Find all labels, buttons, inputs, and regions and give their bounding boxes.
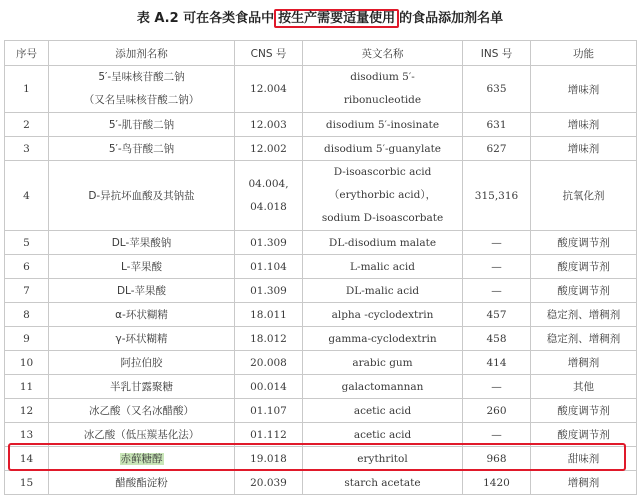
- cell-cns-line: 01.112: [250, 428, 287, 441]
- cell-name-line: 醋酸酯淀粉: [115, 477, 168, 489]
- cell-name-line: 5′-肌苷酸二钠: [108, 119, 175, 131]
- cell-ins: 631: [463, 113, 531, 137]
- cell-cns-line: 04.018: [250, 200, 287, 213]
- cell-cns-line: 20.008: [250, 356, 287, 369]
- cell-name: [49, 375, 235, 399]
- cell-english: [303, 161, 463, 231]
- cell-no: 12: [5, 399, 49, 423]
- cell-english: [303, 447, 463, 471]
- cell-name-line: α-环状糊精: [115, 309, 168, 321]
- table-row: [5, 471, 637, 495]
- header-english: 英文名称: [303, 41, 463, 66]
- cell-name: [49, 447, 235, 471]
- cell-no: 9: [5, 327, 49, 351]
- cell-ins: 635: [463, 66, 531, 113]
- cell-name: [49, 351, 235, 375]
- cell-ins: 315,316: [463, 161, 531, 231]
- cell-function: 其他: [531, 375, 637, 399]
- cell-english-line: D-isoascorbic acid: [333, 166, 432, 178]
- cell-english-line: acetic acid: [353, 404, 412, 417]
- cell-function: 稳定剂、增稠剂: [531, 327, 637, 351]
- cell-name: [49, 231, 235, 255]
- cell-cns-line: 01.309: [250, 236, 287, 249]
- header-row: [5, 41, 637, 66]
- cell-no: 15: [5, 471, 49, 495]
- cell-name: [49, 279, 235, 303]
- cell-name: [49, 303, 235, 327]
- cell-function: 抗氧化剂: [531, 161, 637, 231]
- cell-cns-line: 19.018: [250, 452, 287, 465]
- cell-name-line: （又名呈味核苷酸二钠）: [83, 94, 200, 106]
- cell-english: [303, 137, 463, 161]
- header-function: 功能: [531, 41, 637, 66]
- table-row: [5, 137, 637, 161]
- cell-cns-line: 18.012: [250, 332, 287, 345]
- table-row: [5, 113, 637, 137]
- cell-cns-line: 01.309: [250, 284, 287, 297]
- cell-ins: —: [463, 231, 531, 255]
- cell-function: 酸度调节剂: [531, 255, 637, 279]
- cell-name: [49, 327, 235, 351]
- cell-ins: —: [463, 423, 531, 447]
- cell-name-line: [51, 451, 232, 466]
- cell-cns: [235, 303, 303, 327]
- cell-english-line: gamma-cyclodextrin: [328, 332, 437, 345]
- cell-name-line: 阿拉伯胶: [120, 357, 163, 369]
- cell-cns-line: 01.107: [250, 404, 287, 417]
- cell-english-line: arabic gum: [352, 356, 413, 369]
- additives-table: [4, 40, 637, 495]
- cell-function: 酸度调节剂: [531, 423, 637, 447]
- cell-english-line: disodium 5′-: [350, 71, 415, 83]
- cell-english-line: sodium D-isoascorbate: [321, 212, 444, 224]
- cell-cns-line: 00.014: [250, 380, 287, 393]
- cell-no: 8: [5, 303, 49, 327]
- cell-no: 11: [5, 375, 49, 399]
- header-name: 添加剂名称: [49, 41, 235, 66]
- cell-name-line: γ-环状糊精: [115, 333, 168, 345]
- cell-cns-line: 12.002: [250, 142, 287, 155]
- cell-english: [303, 231, 463, 255]
- cell-english: [303, 423, 463, 447]
- highlighted-name: 赤藓糖醇: [120, 453, 163, 465]
- cell-english: [303, 255, 463, 279]
- cell-cns: [235, 66, 303, 113]
- cell-function: 酸度调节剂: [531, 231, 637, 255]
- cell-function: 增味剂: [531, 137, 637, 161]
- cell-english-line: erythritol: [357, 452, 408, 465]
- cell-name: [49, 113, 235, 137]
- cell-english-line: acetic acid: [353, 428, 412, 441]
- cell-cns-line: 12.004: [250, 83, 287, 95]
- cell-ins: —: [463, 375, 531, 399]
- table-row: [5, 66, 637, 113]
- cell-name-line: DL-苹果酸钠: [111, 237, 172, 249]
- cell-ins: 414: [463, 351, 531, 375]
- cell-name: [49, 423, 235, 447]
- cell-function: 增稠剂: [531, 471, 637, 495]
- cell-cns-line: 01.104: [250, 260, 287, 273]
- cell-english: [303, 471, 463, 495]
- cell-ins: 260: [463, 399, 531, 423]
- cell-english: [303, 303, 463, 327]
- table-row: [5, 327, 637, 351]
- cell-cns: [235, 255, 303, 279]
- cell-function: 甜味剂: [531, 447, 637, 471]
- cell-english-line: disodium 5′-guanylate: [323, 142, 442, 155]
- cell-no: 6: [5, 255, 49, 279]
- cell-ins: —: [463, 255, 531, 279]
- cell-no: 1: [5, 66, 49, 113]
- cell-english: [303, 327, 463, 351]
- table-title: [0, 6, 640, 32]
- cell-name: [49, 137, 235, 161]
- cell-cns: [235, 399, 303, 423]
- cell-ins: —: [463, 279, 531, 303]
- table-row: [5, 231, 637, 255]
- cell-english-line: alpha -cyclodextrin: [331, 308, 434, 321]
- cell-english: [303, 351, 463, 375]
- table-row: [5, 161, 637, 231]
- table-row: [5, 423, 637, 447]
- cell-cns-line: 12.003: [250, 118, 287, 131]
- cell-no: 3: [5, 137, 49, 161]
- table-row: [5, 303, 637, 327]
- cell-english-line: ribonucleotide: [343, 94, 422, 106]
- cell-function: 稳定剂、增稠剂: [531, 303, 637, 327]
- table-row: [5, 447, 637, 471]
- cell-cns: [235, 327, 303, 351]
- table-row: [5, 279, 637, 303]
- cell-cns: [235, 231, 303, 255]
- cell-name: [49, 399, 235, 423]
- cell-name: [49, 161, 235, 231]
- cell-cns-line: 18.011: [250, 308, 287, 321]
- cell-name: [49, 66, 235, 113]
- table-row: [5, 351, 637, 375]
- cell-english-line: DL-malic acid: [345, 284, 420, 297]
- header-ins: INS 号: [463, 41, 531, 66]
- cell-name-line: D-异抗坏血酸及其钠盐: [88, 190, 195, 202]
- cell-no: 13: [5, 423, 49, 447]
- table-row: [5, 375, 637, 399]
- cell-name: [49, 471, 235, 495]
- cell-no: 14: [5, 447, 49, 471]
- cell-cns: [235, 447, 303, 471]
- cell-name-line: 冰乙酸（低压羰基化法）: [83, 429, 200, 441]
- cell-name-line: 冰乙酸（又名冰醋酸）: [89, 405, 194, 417]
- cell-no: 10: [5, 351, 49, 375]
- cell-ins: 458: [463, 327, 531, 351]
- cell-name: [49, 255, 235, 279]
- cell-function: 酸度调节剂: [531, 279, 637, 303]
- cell-english-line: starch acetate: [344, 476, 421, 489]
- header-cns: CNS 号: [235, 41, 303, 66]
- cell-ins: 968: [463, 447, 531, 471]
- cell-cns-line: 04.004,: [248, 177, 289, 190]
- cell-name-line: L-苹果酸: [121, 261, 162, 273]
- cell-english: [303, 113, 463, 137]
- table-row: [5, 399, 637, 423]
- table-row: [5, 255, 637, 279]
- cell-cns: [235, 161, 303, 231]
- cell-english: [303, 279, 463, 303]
- cell-cns: [235, 375, 303, 399]
- cell-ins: 627: [463, 137, 531, 161]
- cell-cns: [235, 113, 303, 137]
- cell-english-line: （erythorbic acid），: [328, 189, 437, 201]
- cell-no: 4: [5, 161, 49, 231]
- cell-name-line: 5′-鸟苷酸二钠: [108, 143, 175, 155]
- cell-function: 增味剂: [531, 113, 637, 137]
- cell-cns: [235, 279, 303, 303]
- cell-cns: [235, 423, 303, 447]
- header-no: 序号: [5, 41, 49, 66]
- title-prefix: 表 A.2 可在各类食品中: [136, 11, 275, 26]
- cell-name-line: DL-苹果酸: [116, 285, 167, 297]
- cell-no: 7: [5, 279, 49, 303]
- cell-english-line: DL-disodium malate: [328, 236, 437, 249]
- cell-ins: 457: [463, 303, 531, 327]
- cell-english: [303, 66, 463, 113]
- cell-function: 增味剂: [531, 66, 637, 113]
- cell-cns: [235, 351, 303, 375]
- cell-name-line: 5′-呈味核苷酸二钠: [98, 71, 185, 83]
- cell-name-line: 半乳甘露聚糖: [110, 381, 173, 393]
- cell-no: 5: [5, 231, 49, 255]
- cell-no: 2: [5, 113, 49, 137]
- cell-function: 酸度调节剂: [531, 399, 637, 423]
- cell-ins: 1420: [463, 471, 531, 495]
- cell-english-line: disodium 5′-inosinate: [325, 118, 440, 131]
- title-suffix: 的食品添加剂名单: [399, 11, 504, 26]
- cell-english: [303, 399, 463, 423]
- cell-english-line: galactomannan: [341, 380, 424, 393]
- title-highlight: 按生产需要适量使用: [274, 9, 399, 28]
- cell-english: [303, 375, 463, 399]
- cell-cns-line: 20.039: [250, 476, 287, 489]
- cell-english-line: L-malic acid: [350, 260, 415, 273]
- cell-cns: [235, 137, 303, 161]
- cell-function: 增稠剂: [531, 351, 637, 375]
- cell-cns: [235, 471, 303, 495]
